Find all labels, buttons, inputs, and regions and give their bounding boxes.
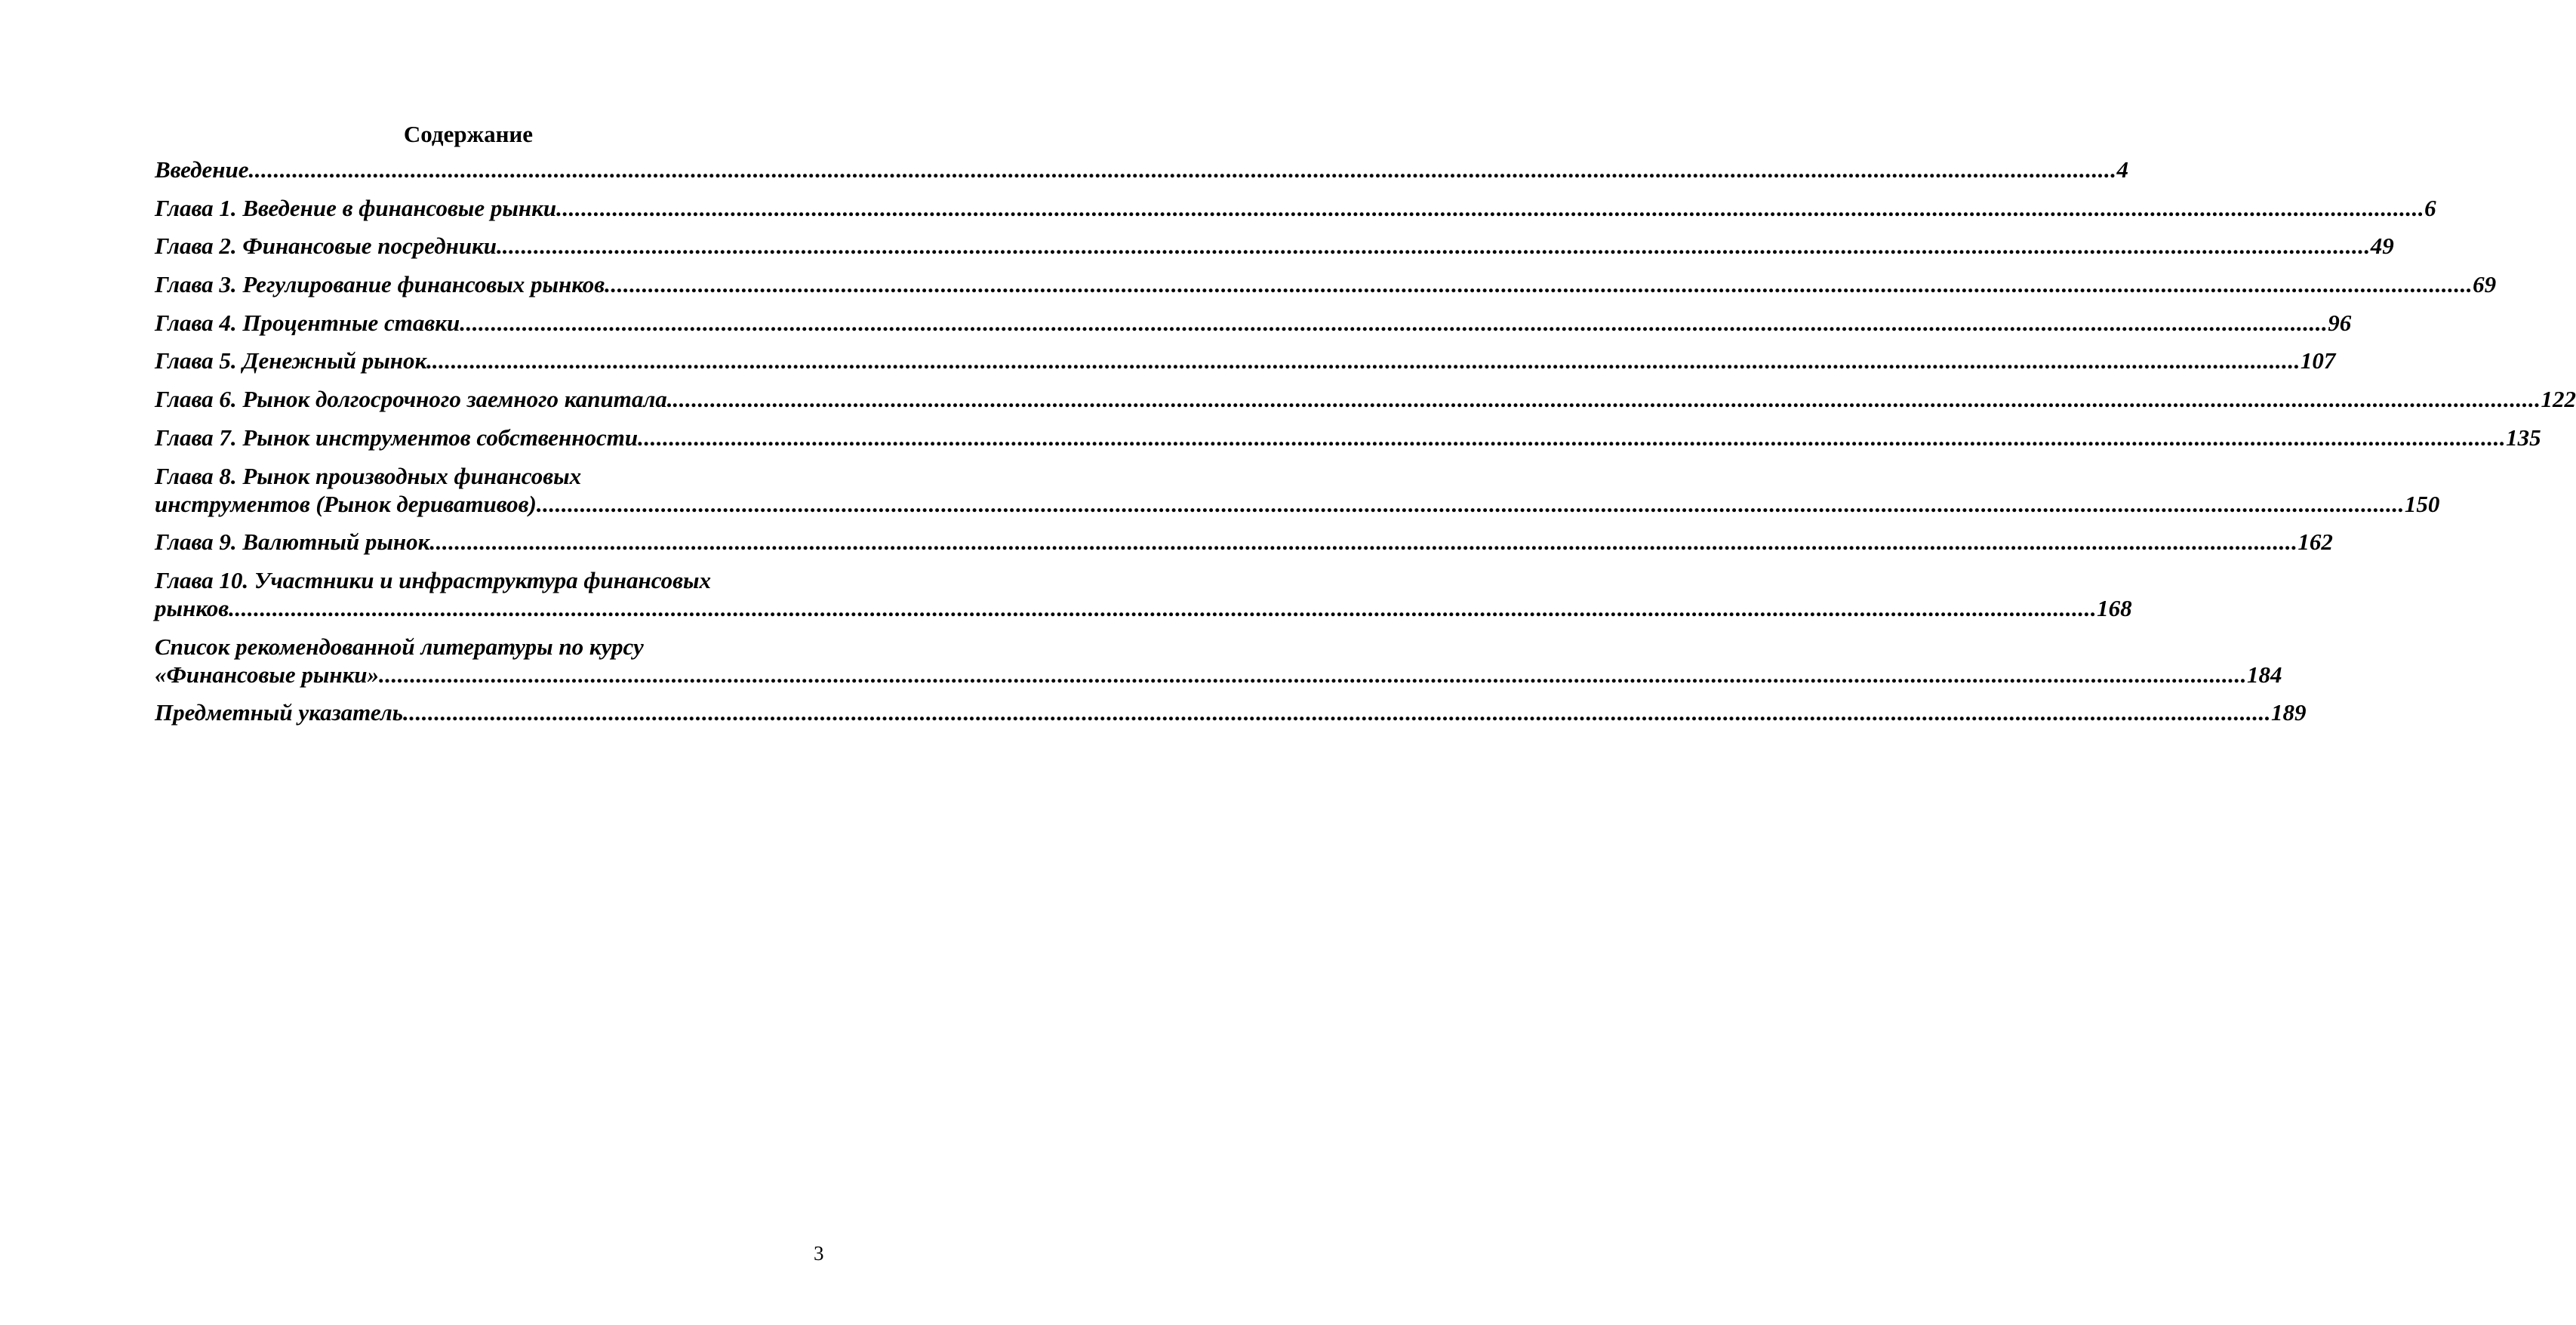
dot-leader: ............................................................................................................................................................................................................................................................................................................ <box>605 271 2473 298</box>
toc-entry-page: 189 <box>2270 699 2307 726</box>
toc-entry-title: Глава 7. Рынок инструментов собственности <box>155 424 639 451</box>
toc-entry-title: Глава 3. Регулирование финансовых рынков <box>155 271 605 298</box>
toc-entry-page: 150 <box>2404 490 2440 517</box>
toc-entry-page: 122 <box>2541 386 2576 413</box>
toc-entry-title: Глава 1. Введение в финансовые рынки <box>155 194 557 221</box>
toc-entry-page: 107 <box>2300 347 2336 374</box>
toc-entry-title: Глава 5. Денежный рынок. <box>155 347 432 374</box>
toc-entry-chapter-6[interactable] <box>155 385 2576 413</box>
toc-entry-chapter-4[interactable] <box>155 309 2352 337</box>
dot-leader: ............................................................................................................................................................................................................................................................................................................ <box>429 528 2298 556</box>
dot-leader: ............................................................................................................................................................................................................................................................................................................ <box>379 661 2248 688</box>
toc-entry-title-line1: Глава 10. Участники и инфраструктура финансовых <box>155 566 712 593</box>
toc-entry-subject-index[interactable] <box>155 698 2307 726</box>
toc-entry-literature[interactable] <box>155 633 2282 689</box>
dot-leader: ............................................................................................................................................................................................................................................................................................................ <box>638 424 2507 451</box>
toc-entry-title: Глава 6. Рынок долгосрочного заемного капитала. <box>155 386 673 413</box>
toc-entry-page: 4 <box>2116 156 2128 183</box>
toc-entry-title-line1: Глава 8. Рынок производных финансовых <box>155 462 582 489</box>
toc-entry-page: 135 <box>2506 424 2541 451</box>
dot-leader: ............................................................................................................................................................................................................................................................................................................ <box>536 490 2405 517</box>
toc-entry-page: 162 <box>2297 528 2333 556</box>
toc-entry-title: Глава 4. Процентные ставки <box>155 309 460 336</box>
toc-entry-title: Введение <box>155 156 249 183</box>
toc-entry-chapter-1[interactable] <box>155 194 2436 222</box>
toc-entry-title: Предметный указатель <box>155 699 403 726</box>
dot-leader: ............................................................................................................................................................................................................................................................................................................ <box>460 309 2328 336</box>
toc-entry-page: 184 <box>2247 661 2282 688</box>
toc-entry-title: Глава 9. Валютный рынок <box>155 528 430 556</box>
dot-leader: ............................................................................................................................................................................................................................................................................................................ <box>229 594 2097 621</box>
toc-entry-title-line1: Список рекомендованной литературы по курсу <box>155 633 644 660</box>
page-number: 3 <box>814 1242 824 1265</box>
toc-entry-chapter-10[interactable] <box>155 566 2132 622</box>
toc-entry-chapter-3[interactable] <box>155 270 2497 298</box>
toc-entry-page: 6 <box>2424 194 2436 221</box>
dot-leader: ............................................................................................................................................................................................................................................................................................................ <box>402 699 2271 726</box>
toc-entry-title: рынков <box>155 594 229 621</box>
toc-entry-page: 96 <box>2328 309 2352 336</box>
table-of-contents <box>155 156 2576 737</box>
dot-leader: ............................................................................................................................................................................................................................................................................................................ <box>248 156 2117 183</box>
toc-entry-page: 69 <box>2473 271 2497 298</box>
toc-entry-chapter-5[interactable] <box>155 347 2336 374</box>
toc-title: Содержание <box>403 121 534 147</box>
dot-leader: ............................................................................................................................................................................................................................................................................................................ <box>502 233 2371 260</box>
toc-entry-chapter-7[interactable] <box>155 424 2541 451</box>
toc-entry-chapter-9[interactable] <box>155 528 2333 556</box>
dot-leader: ............................................................................................................................................................................................................................................................................................................ <box>556 194 2425 221</box>
toc-entry-page: 168 <box>2097 594 2132 621</box>
dot-leader: ............................................................................................................................................................................................................................................................................................................ <box>672 386 2541 413</box>
toc-entry-title: «Финансовые рынки» <box>155 661 380 688</box>
toc-entry-title: Глава 2. Финансовые посредники. <box>155 233 503 260</box>
toc-entry-chapter-2[interactable] <box>155 232 2394 260</box>
toc-entry-introduction[interactable] <box>155 156 2128 183</box>
toc-entry-title: инструментов (Рынок деривативов) <box>155 490 537 517</box>
toc-entry-chapter-8[interactable] <box>155 462 2440 518</box>
dot-leader: ............................................................................................................................................................................................................................................................................................................ <box>432 347 2301 374</box>
toc-entry-page: 49 <box>2370 233 2394 260</box>
